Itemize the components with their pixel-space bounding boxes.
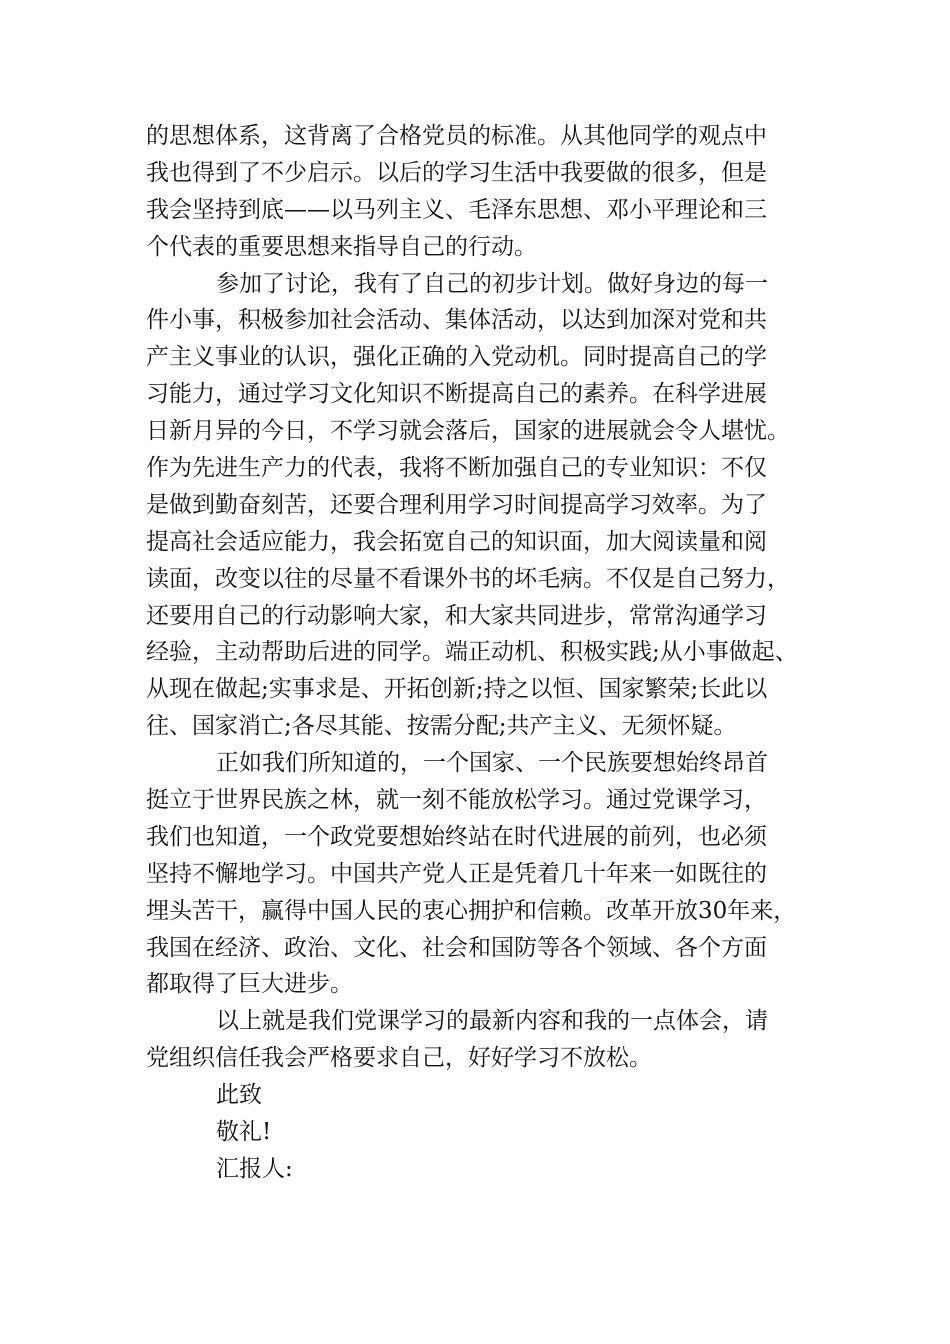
text-line: 提高社会适应能力，我会拓宽自己的知识面，加大阅读量和阅 — [146, 528, 767, 555]
document-body — [146, 118, 836, 1188]
text-line: 件小事，积极参加社会活动、集体活动，以达到加深对党和共 — [146, 307, 767, 334]
text-line: 我国在经济、政治、文化、社会和国防等各个领域、各个方面 — [146, 934, 767, 961]
text-line: 经验，主动帮助后进的同学。端正动机、积极实践;从小事做起、 — [146, 639, 798, 666]
text-line: 作为先进生产力的代表，我将不断加强自己的专业知识：不仅 — [146, 455, 767, 482]
text-line: 日新月异的今日，不学习就会落后，国家的进展就会令人堪忧。 — [146, 418, 790, 445]
text-line: 都取得了巨大进步。 — [146, 971, 353, 998]
text-line: 正如我们所知道的，一个国家、一个民族要想始终昂首 — [216, 750, 768, 777]
text-line: 还要用自己的行动影响大家，和大家共同进步，常常沟通学习 — [146, 602, 767, 629]
text-line: 以上就是我们党课学习的最新内容和我的一点体会，请 — [216, 1008, 768, 1035]
text-line: 参加了讨论，我有了自己的初步计划。做好身边的每一 — [216, 270, 768, 297]
text-line: 我也得到了不少启示。以后的学习生活中我要做的很多，但是 — [146, 159, 767, 186]
text-line: 是做到勤奋刻苦，还要合理利用学习时间提高学习效率。为了 — [146, 491, 767, 518]
text-line: 此致 — [216, 1082, 262, 1109]
text-line: 挺立于世界民族之林，就一刻不能放松学习。通过党课学习， — [146, 787, 767, 814]
text-line: 读面，改变以往的尽量不看课外书的坏毛病。不仅是自己努力， — [146, 565, 790, 592]
text-line: 的思想体系，这背离了合格党员的标准。从其他同学的观点中 — [146, 123, 767, 149]
text-line: 习能力，通过学习文化知识不断提高自己的素养。在科学进展 — [146, 381, 767, 408]
text-line: 产主义事业的认识，强化正确的入党动机。同时提高自己的学 — [146, 344, 767, 371]
text-line: 从现在做起;实事求是、开拓创新;持之以恒、国家繁荣;长此以 — [146, 676, 768, 703]
text-line: 敬礼! — [216, 1119, 272, 1146]
text-line: 个代表的重要思想来指导自己的行动。 — [146, 233, 537, 260]
text-line: 坚持不懈地学习。中国共产党人正是凭着几十年来一如既往的 — [146, 860, 767, 887]
text-line: 我会坚持到底——以马列主义、毛泽东思想、邓小平理论和三 — [146, 196, 767, 223]
text-line: 埋头苦干，赢得中国人民的衷心拥护和信赖。改革开放30年来， — [146, 897, 797, 924]
text-line: 党组织信任我会严格要求自己，好好学习不放松。 — [146, 1045, 652, 1072]
text-line: 往、国家消亡;各尽其能、按需分配;共产主义、无须怀疑。 — [146, 713, 737, 740]
text-line: 我们也知道，一个政党要想始终站在时代进展的前列，也必须 — [146, 823, 767, 850]
text-line: 汇报人: — [216, 1155, 293, 1182]
